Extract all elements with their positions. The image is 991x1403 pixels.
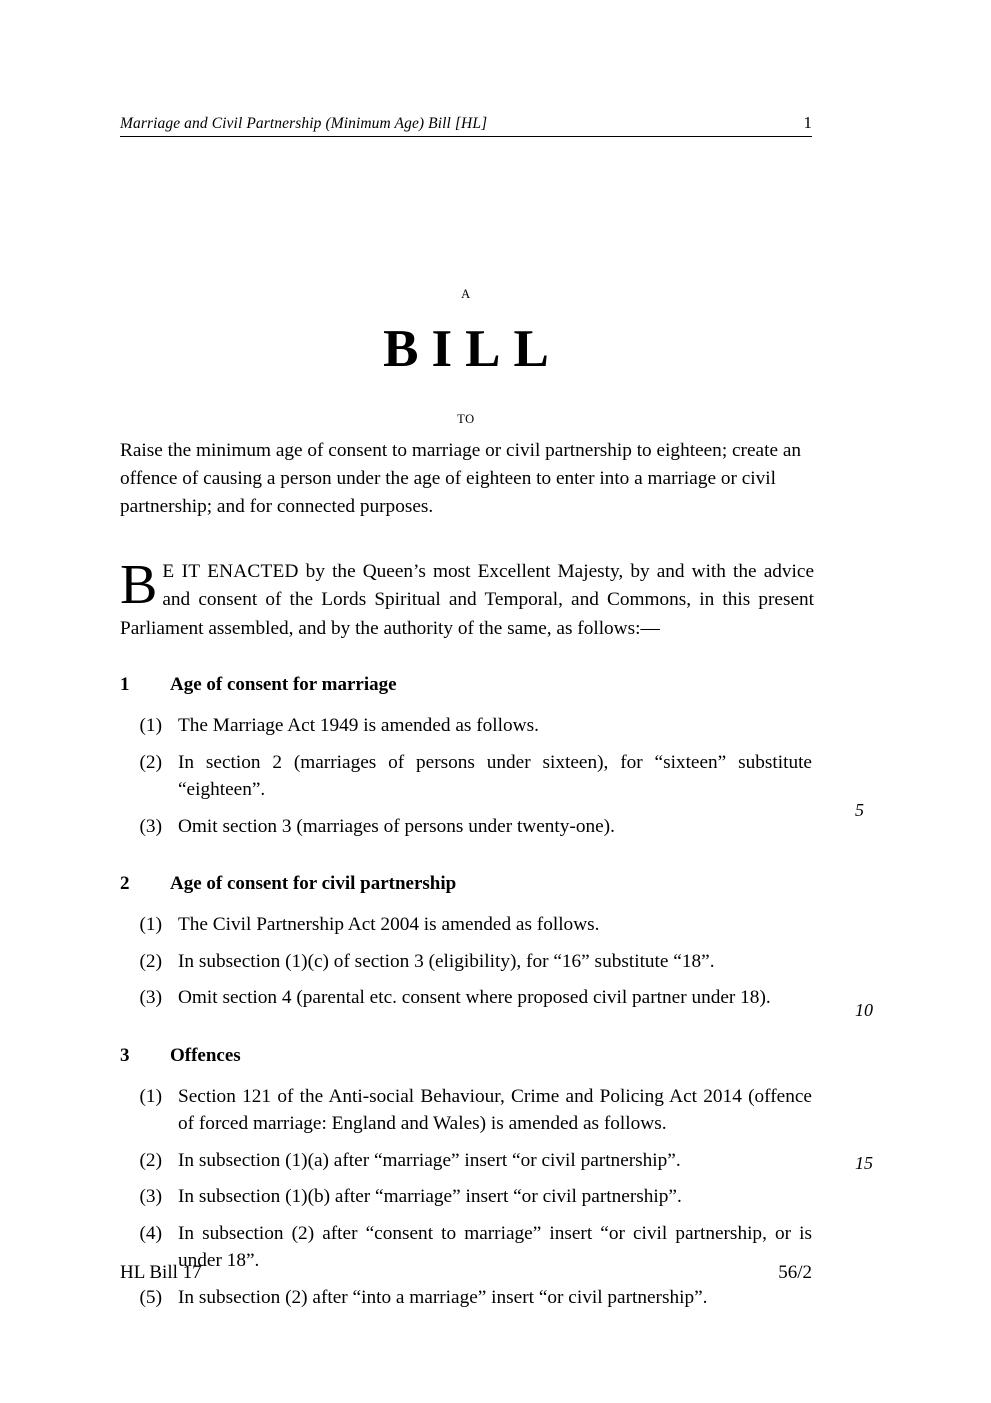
bill-body (120, 672, 812, 1311)
subsection (120, 948, 812, 976)
subsection (120, 1083, 812, 1138)
subsection-number: (4) (139, 1222, 162, 1244)
enacting-body-text: by the Queen’s most Excellent Majesty, by and with the advice and consent of the Lords Spiritual and Temporal, and Commons, in this present Parliament assembled, and by the authority of the same, as follows:— (120, 561, 815, 639)
subsection-number: (3) (139, 987, 162, 1008)
section-title: Age of consent for civil partnership (170, 873, 457, 894)
running-header (120, 113, 812, 133)
subsection (120, 911, 812, 939)
enacting-formula (120, 554, 815, 643)
subsection-number: (2) (139, 751, 162, 773)
subsection-text: Omit section 4 (parental etc. consent where proposed civil partner under 18). (178, 987, 771, 1008)
section-1 (120, 672, 812, 840)
margin-line-number: 10 (855, 1000, 873, 1020)
section-heading (120, 672, 812, 698)
subsection (120, 1183, 812, 1211)
title-bill-word: BILL (383, 319, 562, 378)
subsection (120, 1147, 812, 1175)
subsection (120, 749, 812, 804)
header-rule (120, 136, 812, 137)
subsection-text: In subsection (1)(b) after “marriage” insert “or civil partnership”. (178, 1186, 682, 1207)
section-heading (120, 871, 812, 897)
section-2 (120, 871, 812, 1012)
long-title: Raise the minimum age of consent to marriage or civil partnership to eighteen; create an offence of causing a person under the age of eighteen to enter into a marriage or civil partnership; and for connected purposes. (120, 440, 802, 518)
subsection-number: (1) (139, 715, 162, 736)
subsection-number: (3) (139, 815, 162, 837)
section-title: Age of consent for marriage (170, 674, 397, 695)
enacting-small-caps: E IT ENACTED (162, 561, 299, 582)
page-footer (120, 1262, 812, 1284)
section-number: 2 (120, 873, 130, 894)
subsection-number: (1) (139, 1085, 162, 1107)
subsection-number: (2) (139, 950, 162, 972)
section-title: Offences (170, 1044, 241, 1066)
subsection-text: The Civil Partnership Act 2004 is amended as follows. (178, 914, 600, 935)
header-page-number: 1 (803, 113, 812, 132)
title-article-word: A (461, 287, 471, 301)
subsection-text: The Marriage Act 1949 is amended as follows. (178, 715, 539, 736)
section-number: 3 (120, 1044, 130, 1066)
margin-line-number: 5 (855, 800, 864, 820)
section-number: 1 (120, 674, 130, 695)
subsection (120, 1284, 812, 1312)
subsection-text: Section 121 of the Anti-social Behaviour, Crime and Policing Act 2014 (offence of forced marriage: England and Wales) is amended as follows. (178, 1085, 812, 1134)
subsection-text: Omit section 3 (marriages of persons under twenty-one). (178, 815, 615, 837)
margin-line-number: 15 (855, 1153, 873, 1173)
footer-print-code: 56/2 (778, 1262, 812, 1283)
subsection-number: (3) (139, 1186, 162, 1207)
title-block (120, 288, 812, 425)
subsection-number: (5) (139, 1286, 162, 1308)
subsection-number: (1) (139, 914, 162, 935)
subsection (120, 984, 812, 1012)
subsection-text: In subsection (2) after “into a marriage” insert “or civil partnership”. (178, 1286, 708, 1308)
subsection-text: In section 2 (marriages of persons under sixteen), for “sixteen” substitute “eighteen”. (178, 751, 812, 800)
subsection (120, 712, 812, 740)
header-bill-title: Marriage and Civil Partnership (Minimum Age) Bill [HL] (120, 115, 488, 132)
section-heading (120, 1043, 812, 1069)
subsection-text: In subsection (1)(a) after “marriage” insert “or civil partnership”. (178, 1149, 681, 1171)
subsection (120, 813, 812, 841)
subsection-text: In subsection (2) after “consent to marriage” insert “or civil partnership, or is under 18”. (178, 1222, 812, 1271)
subsection-number: (2) (139, 1149, 162, 1171)
subsection-text: In subsection (1)(c) of section 3 (eligibility), for “16” substitute “18”. (178, 950, 715, 972)
title-to-word: TO (457, 411, 475, 426)
enacting-drop-cap: B (120, 554, 158, 616)
footer-bill-reference: HL Bill 17 (120, 1262, 202, 1283)
